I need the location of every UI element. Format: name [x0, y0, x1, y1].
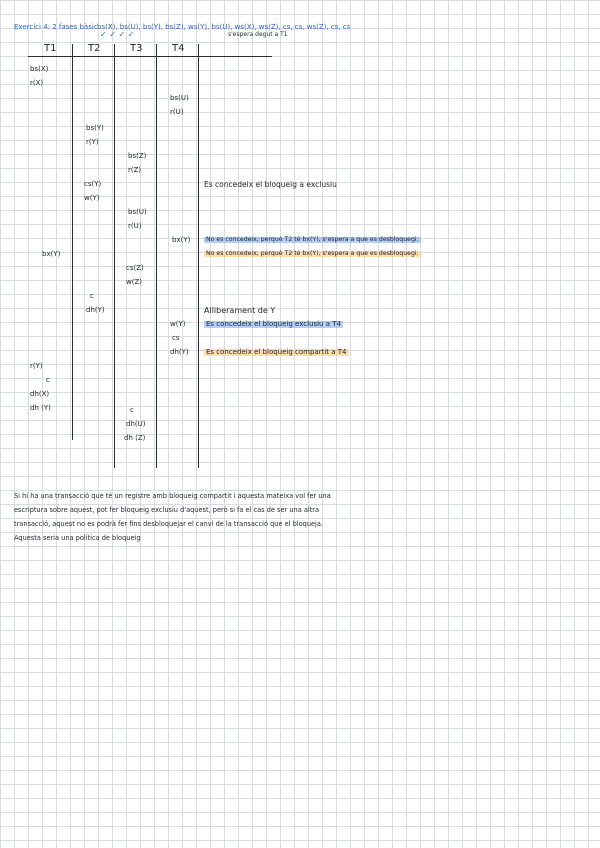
explanation-line: Aquesta seria una política de bloqueig — [14, 534, 141, 542]
op-cell: r(U) — [170, 108, 184, 116]
op-cell: w(Y) — [84, 194, 100, 202]
op-cell: r(Y) — [86, 138, 99, 146]
table-header-line — [28, 56, 272, 57]
op-cell: r(Z) — [128, 166, 142, 174]
op-cell: dh(X) — [30, 390, 50, 398]
op-cell: dh(U) — [126, 420, 146, 428]
annotation-exclusive-granted: Es concedeix el bloqueig a exclusiu — [204, 180, 337, 189]
column-divider — [198, 44, 199, 468]
op-cell: r(Y) — [30, 362, 43, 370]
op-cell: cs(Y) — [84, 180, 102, 188]
op-cell: w(Z) — [126, 278, 142, 286]
annotation-wait-blue: No es concedeix, perquè T2 té bx(Y), s'espera a que es desbloquegi. — [206, 236, 419, 243]
op-cell: cs — [172, 334, 180, 342]
op-cell: r(U) — [128, 222, 142, 230]
op-cell: dh(Y) — [86, 306, 105, 314]
explanation-line: escriptura sobre aquest, pot fer bloqueig exclusiu d'aquest, però si fa el cas de ser una altra — [14, 506, 320, 514]
op-cell: bs(U) — [170, 94, 189, 102]
op-cell: c — [90, 292, 94, 300]
op-cell: w(Y) — [170, 320, 186, 328]
explanation-line: transacció, aquest no es podrà fer fins desbloquejar el canvi de la transacció que el bloqueja. — [14, 520, 324, 528]
col-header-t3: T3 — [130, 43, 143, 54]
schedule-sequence: bs(X), bs(U), bs(Y), bs(Z), ws(Y), bs(U), ws(X), ws(Z), cs, cs, ws(Z), cs, cs — [97, 23, 351, 31]
op-cell: cs(Z) — [126, 264, 144, 272]
op-cell: bs(Z) — [128, 152, 147, 160]
column-divider — [72, 44, 73, 440]
column-divider — [156, 44, 157, 468]
annotation-release-y: Alliberament de Y — [204, 306, 276, 315]
op-cell: c — [46, 376, 50, 384]
checkmark-row: ✓ ✓ ✓ ✓ — [100, 30, 135, 39]
col-header-t4: T4 — [172, 43, 185, 54]
op-cell: bs(X) — [30, 65, 49, 73]
op-cell: c — [130, 406, 134, 414]
annotation-wait-orange: No es concedeix, perquè T2 té bx(Y), s'espera a que es desbloquegi. — [206, 250, 419, 257]
op-cell: dh (Z) — [124, 434, 146, 442]
header-note: s'espera degut a T1 — [228, 31, 288, 38]
op-cell: r(X) — [30, 79, 44, 87]
annotation-exclusive-t4: Es concedeix el bloqueig exclusiu a T4 — [206, 320, 341, 328]
annotation-shared-t4: Es concedeix el bloqueig compartit a T4 — [206, 348, 347, 356]
explanation-line: Si hi ha una transacció que té un registre amb bloqueig compartit i aquesta mateixa vol fer una — [14, 492, 331, 500]
op-cell: bx(Y) — [172, 236, 191, 244]
col-header-t1: T1 — [44, 43, 57, 54]
exercise-title: Exercici 4: 2 fases bàsic — [14, 23, 98, 31]
op-cell: bs(U) — [128, 208, 147, 216]
op-cell: dh(Y) — [170, 348, 189, 356]
op-cell: dh (Y) — [30, 404, 51, 412]
col-header-t2: T2 — [88, 43, 101, 54]
op-cell: bx(Y) — [42, 250, 61, 258]
column-divider — [114, 44, 115, 468]
op-cell: bs(Y) — [86, 124, 104, 132]
